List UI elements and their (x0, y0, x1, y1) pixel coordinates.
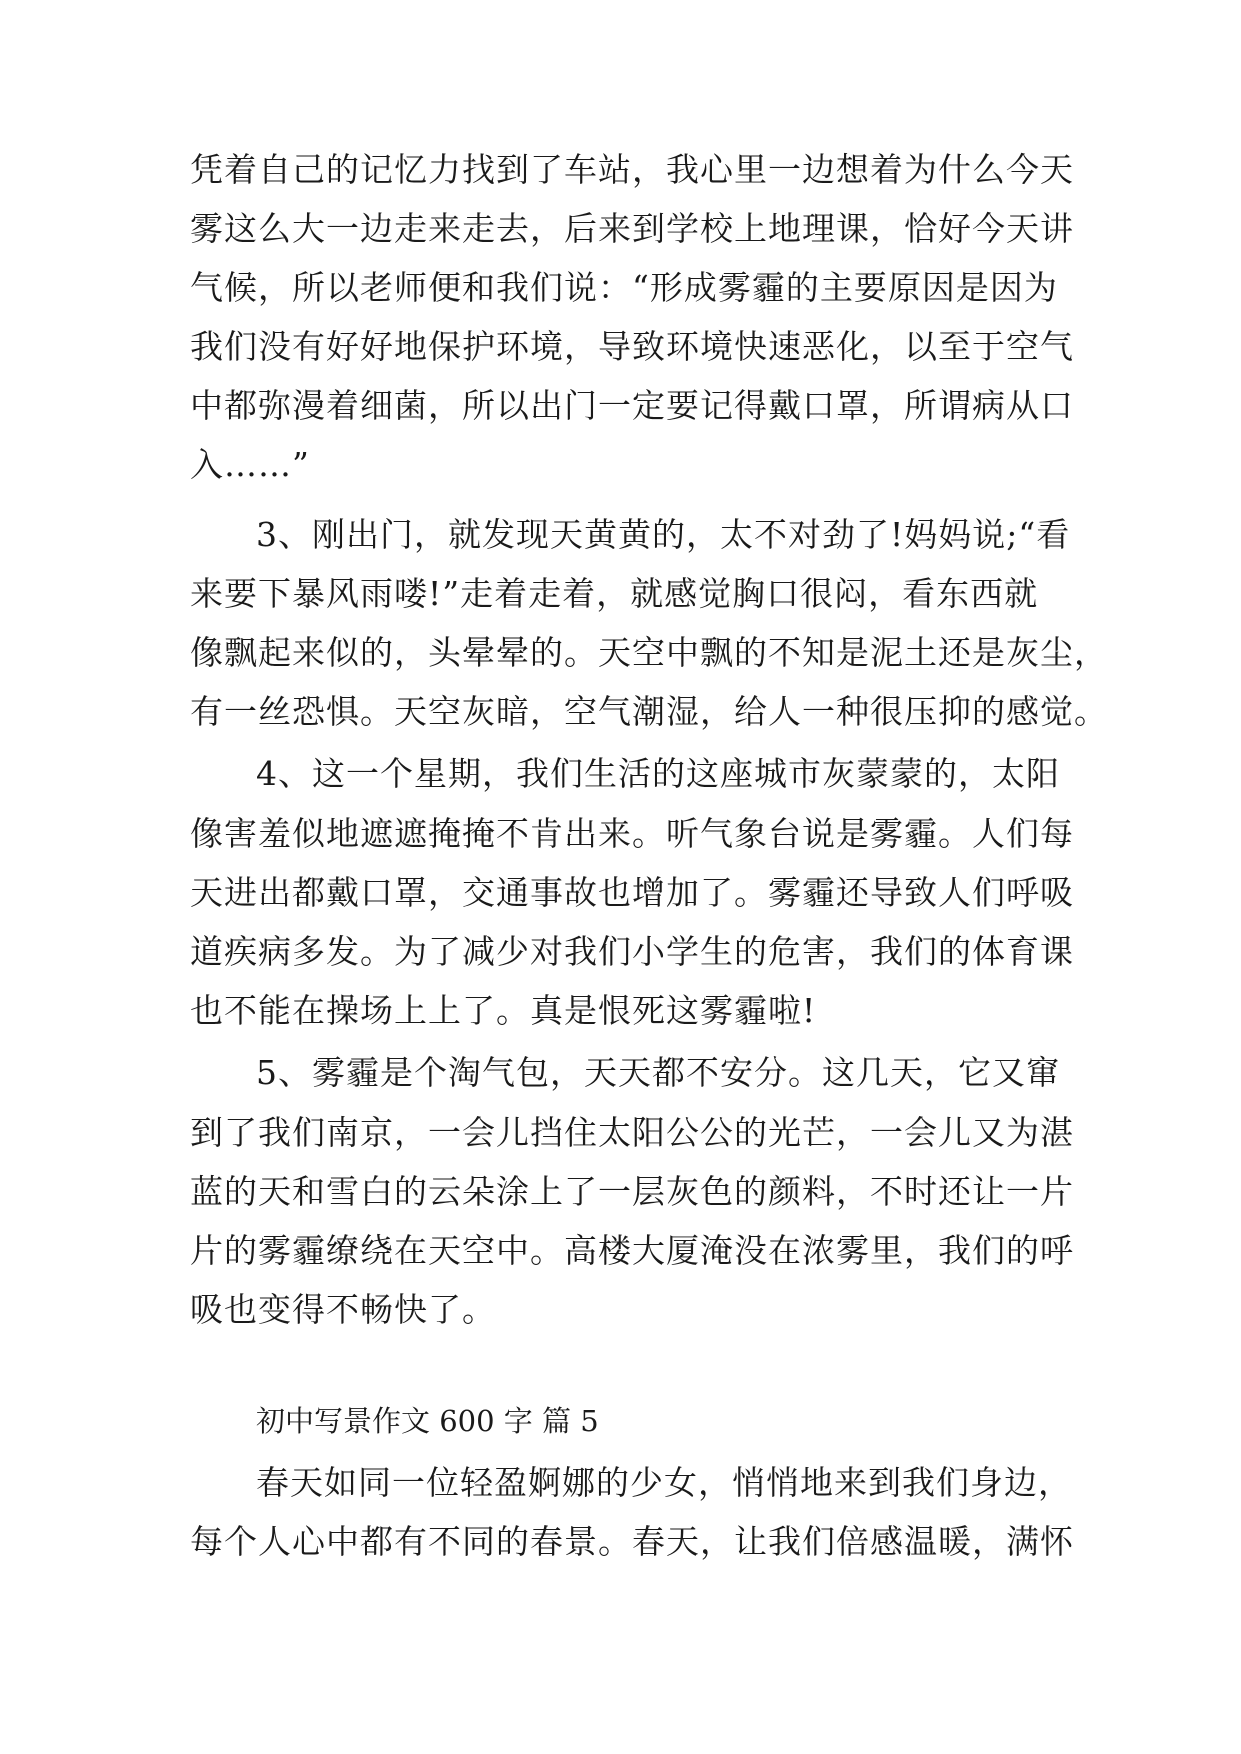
paragraph-line: 4、这一个星期，我们生活的这座城市灰蒙蒙的，太阳 (256, 754, 1060, 793)
paragraph-line: 蓝的天和雪白的云朵涂上了一层灰色的颜料，不时还让一片 (190, 1172, 1074, 1211)
paragraph-line: 也不能在操场上上了。真是恨死这雾霾啦! (190, 991, 817, 1030)
paragraph-line: 凭着自己的记忆力找到了车站，我心里一边想着为什么今天 (190, 150, 1074, 189)
paragraph-line: 中都弥漫着细菌，所以出门一定要记得戴口罩，所谓病从口 (190, 386, 1074, 425)
paragraph-line: 5、雾霾是个淘气包，天天都不安分。这几天，它又窜 (256, 1053, 1060, 1092)
paragraph-line: 到了我们南京，一会儿挡住太阳公公的光芒，一会儿又为湛 (190, 1113, 1074, 1152)
section-heading: 初中写景作文 600 字 篇 5 (256, 1404, 599, 1438)
paragraph-line: 天进出都戴口罩，交通事故也增加了。雾霾还导致人们呼吸 (190, 873, 1074, 912)
paragraph-line: 3、刚出门，就发现天黄黄的，太不对劲了!妈妈说;“看 (256, 515, 1071, 554)
paragraph-line: 片的雾霾缭绕在天空中。高楼大厦淹没在浓雾里，我们的呼 (190, 1231, 1074, 1270)
paragraph-line: 入……” (190, 445, 310, 484)
paragraph-line: 每个人心中都有不同的春景。春天，让我们倍感温暖，满怀 (190, 1522, 1074, 1561)
paragraph-line: 吸也变得不畅快了。 (190, 1290, 496, 1329)
paragraph-line: 有一丝恐惧。天空灰暗，空气潮湿，给人一种很压抑的感觉。 (190, 692, 1108, 731)
paragraph-line: 道疾病多发。为了减少对我们小学生的危害，我们的体育课 (190, 932, 1074, 971)
paragraph-line: 我们没有好好地保护环境，导致环境快速恶化，以至于空气 (190, 327, 1074, 366)
paragraph-line: 像飘起来似的，头晕晕的。天空中飘的不知是泥土还是灰尘， (190, 633, 1108, 672)
paragraph-line: 春天如同一位轻盈婀娜的少女，悄悄地来到我们身边， (256, 1463, 1072, 1502)
paragraph-line: 气候，所以老师便和我们说：“形成雾霾的主要原因是因为 (190, 268, 1058, 307)
paragraph-line: 像害羞似地遮遮掩掩不肯出来。听气象台说是雾霾。人们每 (190, 814, 1074, 853)
paragraph-line: 来要下暴风雨喽!”走着走着，就感觉胸口很闷，看东西就 (190, 574, 1039, 613)
paragraph-line: 雾这么大一边走来走去，后来到学校上地理课，恰好今天讲 (190, 209, 1074, 248)
